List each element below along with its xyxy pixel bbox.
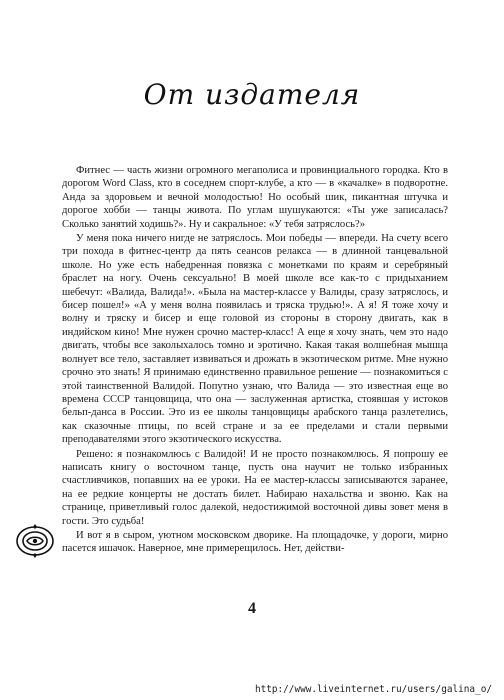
page-number: 4 bbox=[248, 600, 256, 617]
footer-url[interactable]: http://www.liveinternet.ru/users/galina_o/ bbox=[254, 684, 492, 695]
body-text bbox=[62, 164, 448, 556]
paragraph: И вот я в сыром, уютном московском дворике. На площадочке, у дороги, мирно пасется ишачок. Наверное, мне примерещилось. Нет, действи- bbox=[62, 529, 448, 555]
paragraph: Решено: я познакомлюсь с Валидой! И не просто познакомлюсь. Я попрошу ее написать книгу о восточном танце, пусть она научит не только избранных счастливчиков, попавших на ее уроки. На ее мастер-классы записываются заранее, на ее редкие концерты не достать билет. Набираю нахальства и звоню. Как на странице, приветливый голос далекой, недостижимой восточной дивы зовет меня в гости. Это судьба! bbox=[62, 448, 448, 527]
ornament-icon bbox=[14, 524, 56, 558]
paragraph: У меня пока ничего нигде не затряслось. Мои победы — впереди. На счету всего три похода в фитнес-центр да пять сеансов релакса — в длинной танцевальной школе. Но уже есть набедренная повязка с монетками по краям и серебряный браслет на ногу. Очень сексуально! В моей школе все как-то с придыханием шебечут: «Валида, Валида!». «Была на мастер-классе у Валиды, сразу затряслось, и бисер пошел!» «А у меня волна появилась и тряска трудью!». А я! Я тоже хочу и волну и тряску и бисер и еще головой из стороны в сторону двигать, как в индийском кино! Мне нужен срочно мастер-класс! А еще я хочу знать, чем это надо двигать, чтобы все заколыхалось томно и эротично. Какая такая волшебная мышца волнует все тело, заставляет извиваться и дрожать в экзотическом ритме. Мне нужно срочно это знать! Я принимаю единственно правильное решение — познакомиться с этой таинственной Валидой. Попутно узнаю, что Валида — это известная еще во времена СССР танцовщица, что она — заслуженная артистка, стоявшая у истоков бельп-данса в России. Это из ее школы танцовщицы арабского танца разлетелись, как сказочные птицы, по всей стране и за ее пределами и стали первыми преподавателями этого экзотического искусства. bbox=[62, 233, 448, 446]
paragraph: Фитнес — часть жизни огромного мегаполиса и провинциального городка. Кто в дорогом Word Class, кто в соседнем спорт-клубе, а кто — в «качалке» в подворотне. Анда за здоровьем и вечной молодостью! Но особый шик, пикантная штучка и дорогое хобби — танцы живота. По углам шушукаются: «Ты уже записалась? Сколько занятий ходишь?». Ну и сакральное: «У тебя затряслось?» bbox=[62, 165, 448, 230]
page-heading: От издателя bbox=[143, 78, 361, 111]
